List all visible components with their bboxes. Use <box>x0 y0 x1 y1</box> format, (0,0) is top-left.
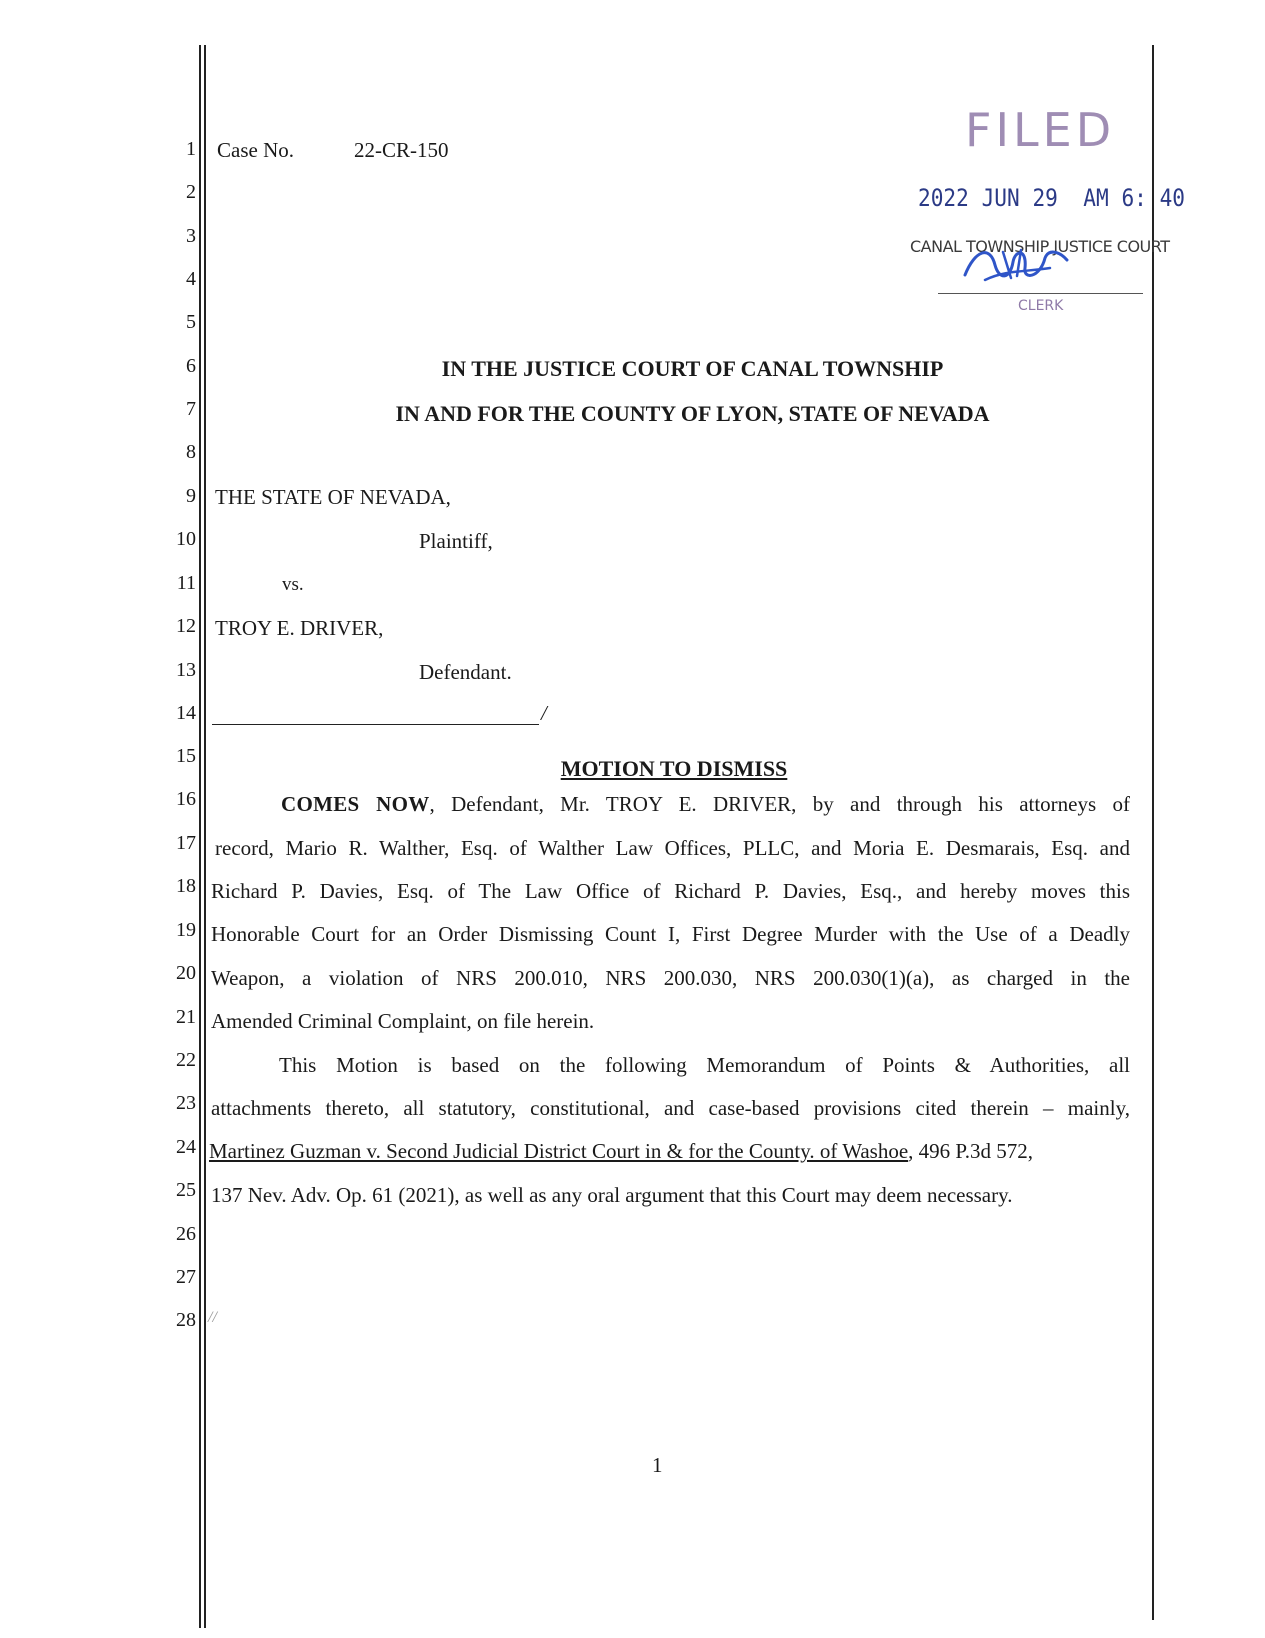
line-number: 12 <box>176 615 196 637</box>
page-number: 1 <box>652 1453 663 1477</box>
line-number: 25 <box>176 1179 196 1201</box>
plaintiff-role: Plaintiff, <box>419 529 493 553</box>
body-line-24 <box>209 1138 1033 1164</box>
body-line-21: Amended Criminal Complaint, on file herein. <box>211 1009 595 1033</box>
line-number: 23 <box>176 1092 196 1114</box>
line-number: 20 <box>176 962 196 984</box>
line-number: 9 <box>186 485 196 507</box>
line-number: 24 <box>176 1136 196 1158</box>
left-margin-rule-inner <box>204 45 206 1628</box>
line-number: 5 <box>186 311 196 333</box>
clerk-signature-line <box>938 293 1143 294</box>
line-number: 22 <box>176 1049 196 1071</box>
line-number: 8 <box>186 441 196 463</box>
line-number: 21 <box>176 1006 196 1028</box>
body-line-20: Weapon, a violation of NRS 200.010, NRS 200.030, NRS 200.030(1)(a), as charged in the <box>211 966 1130 990</box>
right-margin-rule <box>1152 45 1154 1620</box>
body-line-22: This Motion is based on the following Memorandum of Points & Authorities, all <box>279 1053 1130 1077</box>
line-number: 26 <box>176 1223 196 1245</box>
line-number: 2 <box>186 181 196 203</box>
line-number: 11 <box>176 572 196 594</box>
line-number: 1 <box>186 138 196 160</box>
court-heading-line-1: IN THE JUSTICE COURT OF CANAL TOWNSHIP <box>441 356 944 381</box>
motion-title-text: MOTION TO DISMISS <box>560 756 788 781</box>
case-number-label: Case No. <box>217 138 294 162</box>
line-number: 28 <box>176 1309 196 1331</box>
line-number: 15 <box>176 745 196 767</box>
body-line-23: attachments thereto, all statutory, constitutional, and case-based provisions cited therein – mainly, <box>211 1096 1130 1120</box>
line-number: 16 <box>176 788 196 810</box>
line-number: 17 <box>176 832 196 854</box>
comes-now: COMES NOW <box>281 792 430 816</box>
line-number: 14 <box>176 702 196 724</box>
defendant-role: Defendant. <box>419 660 512 684</box>
body-line-17: record, Mario R. Walther, Esq. of Walther Law Offices, PLLC, and Moria E. Desmarais, Esq. and <box>215 836 1130 860</box>
filed-stamp-court: CANAL TOWNSHIP JUSTICE COURT <box>910 237 1170 256</box>
filed-stamp-clerk: CLERK <box>1018 298 1064 314</box>
line-number: 10 <box>176 528 196 550</box>
p1-line-1: , Defendant, Mr. TROY E. DRIVER, by and through his attorneys of <box>429 792 1130 816</box>
body-line-19: Honorable Court for an Order Dismissing Count I, First Degree Murder with the Use of a Deadly <box>211 922 1130 946</box>
clerk-signature-icon <box>955 240 1075 290</box>
case-citation: Martinez Guzman v. Second Judicial District Court in & for the County. of Washoe <box>209 1139 909 1163</box>
line-number: 27 <box>176 1266 196 1288</box>
line-number: 7 <box>186 398 196 420</box>
line-number: 18 <box>176 875 196 897</box>
caption-underline <box>212 724 539 725</box>
filed-stamp-datetime: 2022 JUN 29 AM 6: 40 <box>918 184 1186 212</box>
caption-slash: / <box>541 701 547 725</box>
court-heading-line-2: IN AND FOR THE COUNTY OF LYON, STATE OF NEVADA <box>395 401 990 426</box>
continuation-mark: // <box>208 1309 217 1326</box>
body-line-18: Richard P. Davies, Esq. of The Law Office of Richard P. Davies, Esq., and hereby moves this <box>211 879 1130 903</box>
citation-reporter: , 496 P.3d 572, <box>908 1139 1034 1163</box>
plaintiff-name: THE STATE OF NEVADA, <box>215 485 451 509</box>
defendant-name: TROY E. DRIVER, <box>215 616 384 640</box>
line-number: 6 <box>186 355 196 377</box>
versus: vs. <box>282 574 304 595</box>
line-number: 19 <box>176 919 196 941</box>
case-number: 22-CR-150 <box>354 138 449 162</box>
body-line-16 <box>281 791 1130 817</box>
body-line-25: 137 Nev. Adv. Op. 61 (2021), as well as any oral argument that this Court may deem necessary. <box>211 1183 1013 1207</box>
line-number: 13 <box>176 659 196 681</box>
motion-title <box>517 756 831 782</box>
left-margin-rule-outer <box>199 45 201 1628</box>
line-number: 3 <box>186 225 196 247</box>
filed-stamp-title: FILED <box>965 103 1116 157</box>
line-number: 4 <box>186 268 196 290</box>
